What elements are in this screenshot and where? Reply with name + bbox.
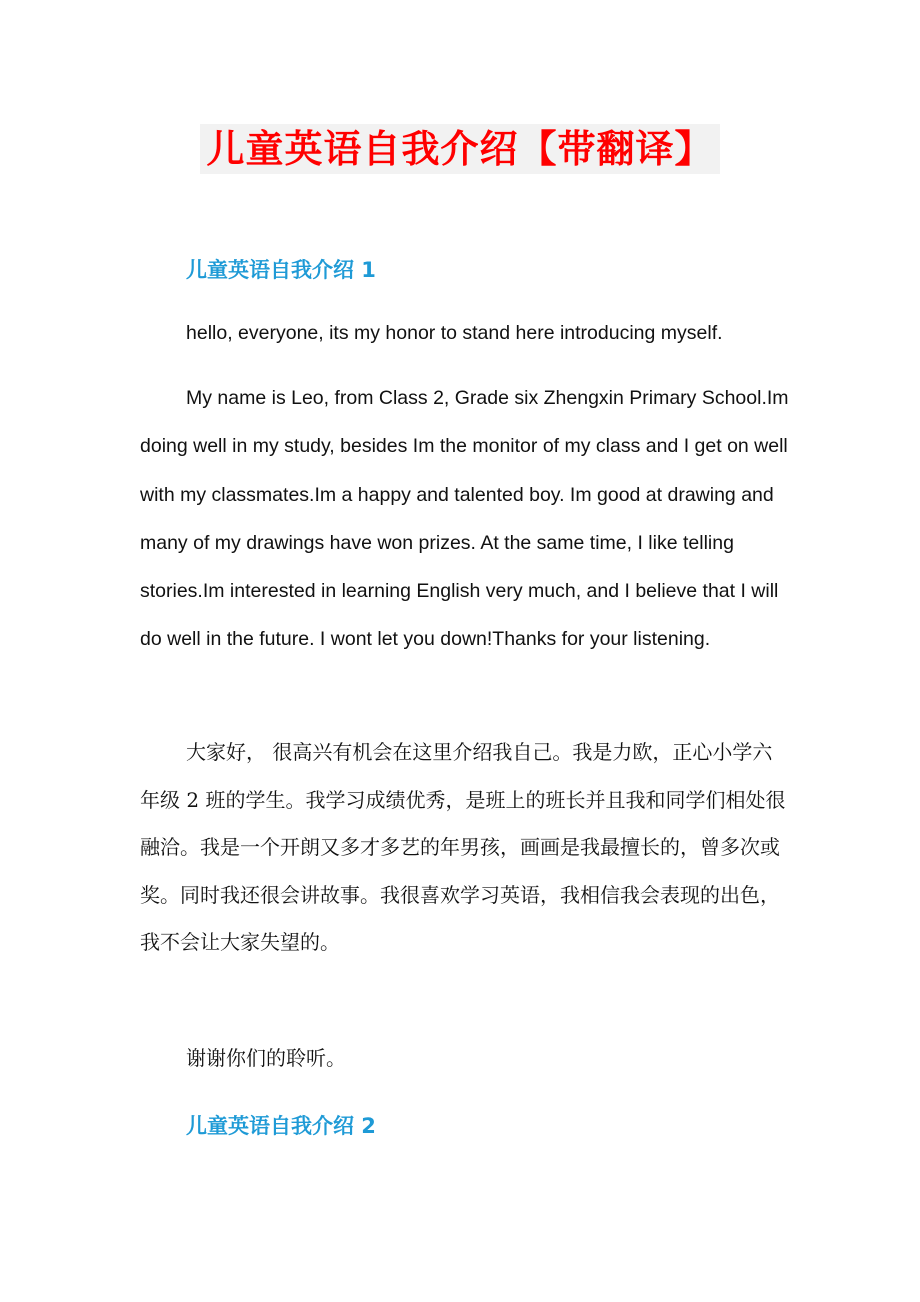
english-body-paragraph: My name is Leo, from Class 2, Grade six Zhengxin Primary School.Im doing well in my study, besides Im the monitor of my class and I get on well with my classmates.Im a happy and talented boy. Im good at drawing and many of my drawings have won prizes. At the same time, I like telling stories.Im interested in learning English very much, and I believe that I will do well in the future. I wont let you down!Thanks for your listening. [140, 387, 789, 651]
english-intro-paragraph: hello, everyone, its my honor to stand here introducing myself. [186, 322, 723, 344]
chinese-translation-paragraph: 大家好， 很高兴有机会在这里介绍我自己。我是力欧，正心小学六年级 2 班的学生。我学习成绩优秀，是班上的班长并且我和同学们相处很融洽。我是一个开朗又多才多艺的年男孩，画画是我最擅长的，曾多次或奖。同时我还很会讲故事。我很喜欢学习英语，我相信我会表现的出色，我不会让大家失望的。 [140, 740, 786, 954]
title-wrapper [0, 124, 920, 174]
section-heading-1: 儿童英语自我介绍 1 [186, 258, 376, 282]
document-title: 儿童英语自我介绍【带翻译】 [200, 124, 719, 174]
section-heading-2: 儿童英语自我介绍 2 [186, 1114, 376, 1138]
chinese-thanks-paragraph: 谢谢你们的聆听。 [186, 1046, 346, 1070]
